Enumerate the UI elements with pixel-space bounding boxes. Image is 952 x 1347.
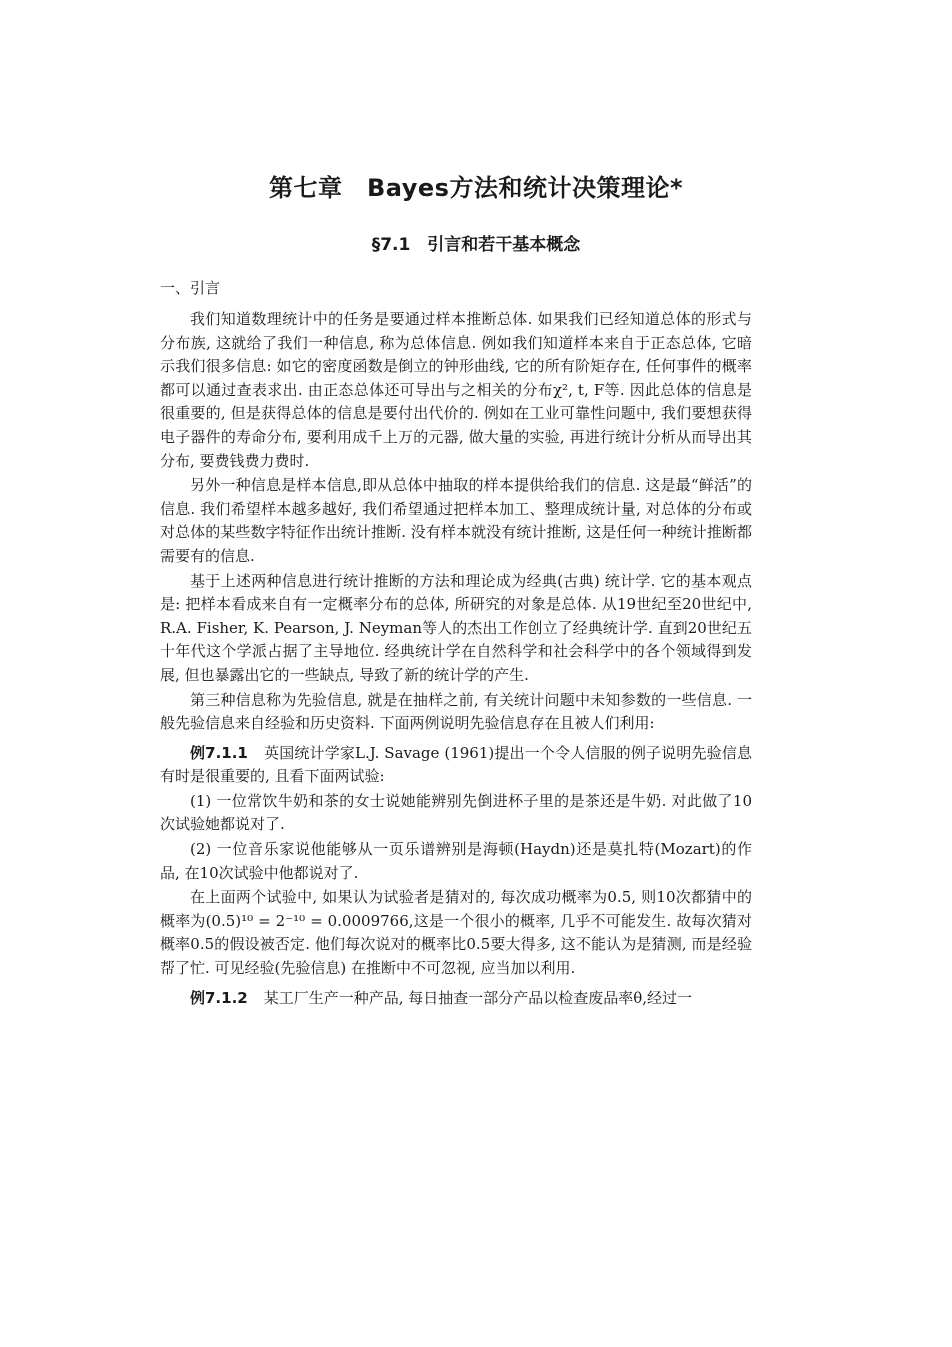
example-item-tea-lady: (1) 一位常饮牛奶和茶的女士说她能辨别先倒进杯子里的是茶还是牛奶. 对此做了10次试验她都说对了. — [160, 791, 752, 834]
example-text: 英国统计学家L.J. Savage (1961)提出一个令人信服的例子说明先验信息有时是很重要的, 且看下面两试验: — [160, 743, 752, 786]
example-item-musician: (2) 一位音乐家说他能够从一页乐谱辨别是海顿(Haydn)还是莫扎特(Mozart)的作品, 在10次试验中他都说对了. — [160, 840, 752, 882]
paragraph-classical-statistics: 基于上述两种信息进行统计推断的方法和理论成为经典(古典) 统计学. 它的基本观点是: 把样本看成来自有一定概率分布的总体, 所研究的对象是总体. 从19世纪至20世纪中, R.A. Fisher, K. Pearson, J. Neyman等人的杰出工作创立了经典统计学. 直到20世纪五十年代这个学派占据了主导地位. 经典统计学在自然科学和社会科学中的各个领域得到发展, 但也暴露出它的一些缺点, 导致了新的统计学的产生. — [160, 571, 752, 684]
example-7-1-1 — [160, 742, 752, 789]
subsection-title: 一、引言 — [160, 279, 221, 297]
example-label: 例7.1.1 — [190, 743, 248, 762]
chapter-title: 第七章 Bayes方法和统计决策理论* — [268, 174, 683, 202]
example-label: 例7.1.2 — [190, 988, 248, 1007]
paragraph-population-info: 我们知道数理统计中的任务是要通过样本推断总体. 如果我们已经知道总体的形式与分布族, 这就给了我们一种信息, 称为总体信息. 例如我们知道样本来自于正态总体, 它暗示我们很多信息: 如它的密度函数是倒立的钟形曲线, 它的所有阶矩存在, 任何事件的概率都可以通过查表求出. 由正态总体还可导出与之相关的分布χ², t, F等. 因此总体的信息是很重要的, 但是获得总体的信息是要付出代价的. 例如在工业可靠性问题中, 我们要想获得电子器件的寿命分布, 要利用成千上万的元器, 做大量的实验, 再进行统计分析从而导出其分布, 要费钱费力费时. — [160, 310, 752, 470]
example-text: 某工厂生产一种产品, 每日抽查一部分产品以检查废品率θ,经过一 — [263, 988, 693, 1007]
example-7-1-2 — [160, 987, 752, 1011]
section-title: §7.1 引言和若干基本概念 — [371, 235, 581, 255]
paragraph-prior-info: 第三种信息称为先验信息, 就是在抽样之前, 有关统计问题中未知参数的一些信息. 一般先验信息来自经验和历史资料. 下面两例说明先验信息存在且被人们利用: — [160, 690, 752, 733]
paragraph-sample-info: 另外一种信息是样本信息,即从总体中抽取的样本提供给我们的信息. 这是最“鲜活”的信息. 我们希望样本越多越好, 我们希望通过把样本加工、整理成统计量, 对总体的分布或对总体的某些数字特征作出统计推断. 没有样本就没有统计推断, 这是任何一种统计推断都需要有的信息. — [160, 476, 752, 565]
body-text — [160, 308, 752, 1011]
example-discussion: 在上面两个试验中, 如果认为试验者是猜对的, 每次成功概率为0.5, 则10次都猜中的概率为(0.5)¹⁰ = 2⁻¹⁰ = 0.0009766,这是一个很小的概率, 几乎不可能发生. 故每次猜对概率0.5的假设被否定. 他们每次说对的概率比0.5要大得多, 这不能认为是猜测, 而是经验帮了忙. 可见经验(先验信息) 在推断中不可忽视, 应当加以利用. — [160, 888, 752, 978]
